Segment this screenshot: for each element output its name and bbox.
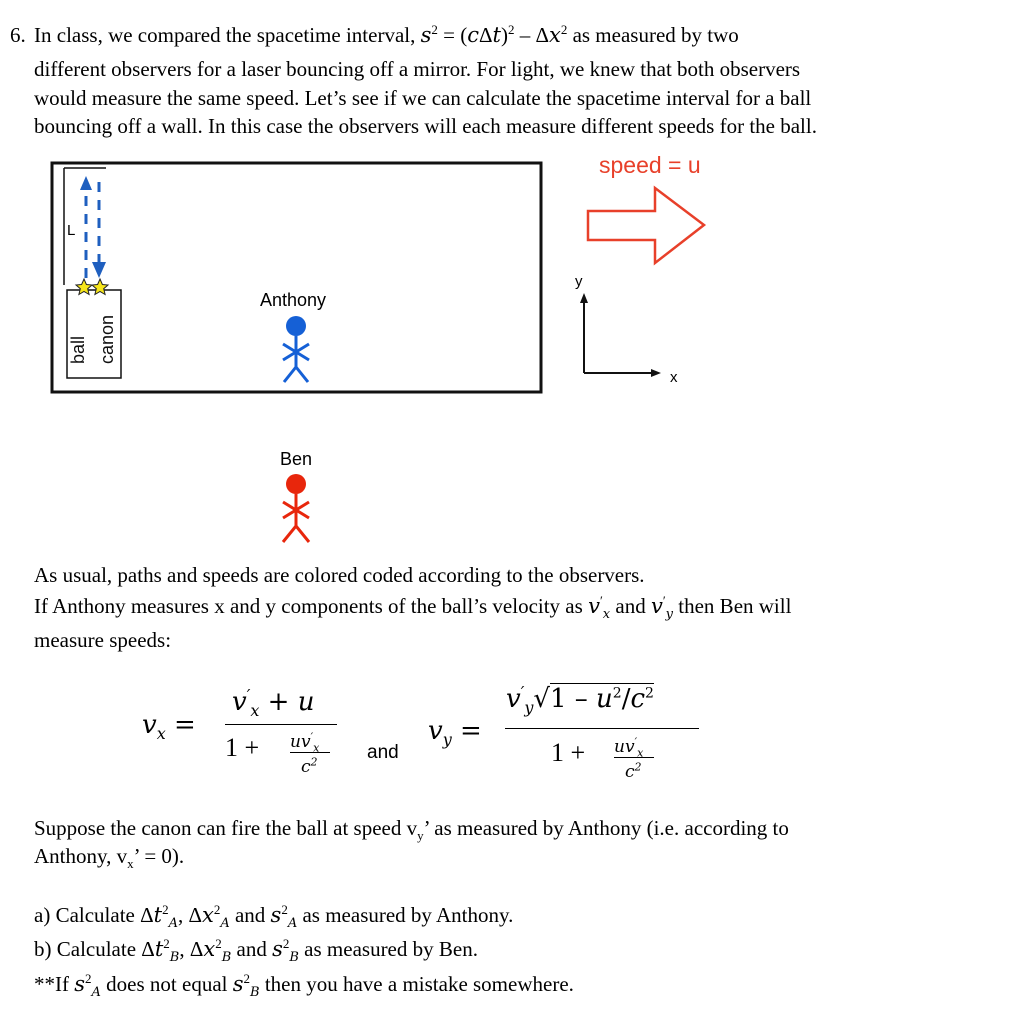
eq-vx-denominator: 1 + bbox=[225, 733, 260, 762]
axis-x-label: x bbox=[670, 369, 678, 386]
speed-label: speed = u bbox=[599, 152, 701, 178]
up-arrowhead bbox=[80, 176, 92, 190]
x-axis-arrowhead bbox=[651, 369, 661, 377]
star-left bbox=[76, 279, 92, 295]
anthony-figure bbox=[283, 316, 309, 382]
eq-vy-inner-den: $c^2$ bbox=[625, 760, 642, 782]
eq-vy-inner-bar bbox=[614, 757, 654, 758]
speed-arrow-icon bbox=[588, 188, 704, 263]
eq-vx-inner-bar bbox=[290, 752, 330, 753]
ball-label: ball bbox=[68, 335, 88, 364]
anthony-label: Anthony bbox=[260, 290, 327, 310]
eq-vy-lhs: $v_y$ = bbox=[428, 716, 482, 750]
eq-vy-numerator: $v'_y√1 - u^2/c^2$ bbox=[506, 682, 654, 718]
eq-vy-inner-num: $uv'_x$ bbox=[614, 735, 644, 760]
question-b: b) Calculate $\Delta t^2_B$, $\Delta x^2_B$ and $s^2_B$ as measured by Ben. bbox=[34, 936, 478, 966]
note: **If $s^2_A$ does not equal $s^2_B$ then you have a mistake somewhere. bbox=[34, 971, 574, 1001]
paragraph-1: As usual, paths and speeds are colored coded according to the observers. bbox=[34, 563, 645, 587]
problem-line-3: would measure the same speed. Let’s see if we can calculate the spacetime interval for a ball bbox=[34, 86, 812, 110]
question-a: a) Calculate $\Delta t^2_A$, $\Delta x^2_A$ and $s^2_A$ as measured by Anthony. bbox=[34, 902, 514, 932]
length-label: L bbox=[67, 222, 76, 239]
eq-vx-lhs: $v_x$ = bbox=[142, 710, 196, 744]
eq-and: and bbox=[367, 742, 399, 763]
paragraph-3: measure speeds: bbox=[34, 628, 172, 652]
paragraph-4-line-2: Anthony, $v_x$’ = 0). bbox=[34, 844, 185, 872]
eq-vx-fraction-bar bbox=[225, 724, 337, 725]
problem-line-1: In class, we compared the spacetime interval, $s^2 = (c\Delta t)^2 - \Delta x^2$ as measured by two bbox=[34, 22, 739, 47]
eq-vy-fraction-bar bbox=[505, 728, 699, 729]
problem-line-2: different observers for a laser bouncing off a mirror. For light, we knew that both observers bbox=[34, 57, 801, 81]
paragraph-4-line-1: Suppose the canon can fire the ball at speed $v_y$’ as measured by Anthony (i.e. according to bbox=[34, 816, 789, 844]
ben-figure bbox=[283, 474, 309, 542]
y-axis-arrowhead bbox=[580, 293, 588, 303]
eq-vy-denominator: 1 + bbox=[551, 738, 586, 767]
problem-number: 6. bbox=[10, 23, 26, 47]
canon-label: canon bbox=[97, 314, 117, 364]
down-arrowhead bbox=[92, 262, 106, 278]
paragraph-2: If Anthony measures x and y components of the ball’s velocity as $v'_x$ and $v'_y$ then Ben will bbox=[34, 593, 792, 623]
axis-y-label: y bbox=[575, 273, 583, 290]
problem-line-4: bouncing off a wall. In this case the observers will each measure different speeds for the ball. bbox=[34, 114, 817, 138]
eq-vx-inner-den: $c^2$ bbox=[301, 755, 318, 777]
eq-vx-inner-num: $uv'_x$ bbox=[290, 730, 320, 755]
ben-label: Ben bbox=[280, 449, 313, 469]
star-right bbox=[92, 279, 108, 295]
eq-vx-numerator: $v'_x + u$ bbox=[232, 685, 315, 721]
